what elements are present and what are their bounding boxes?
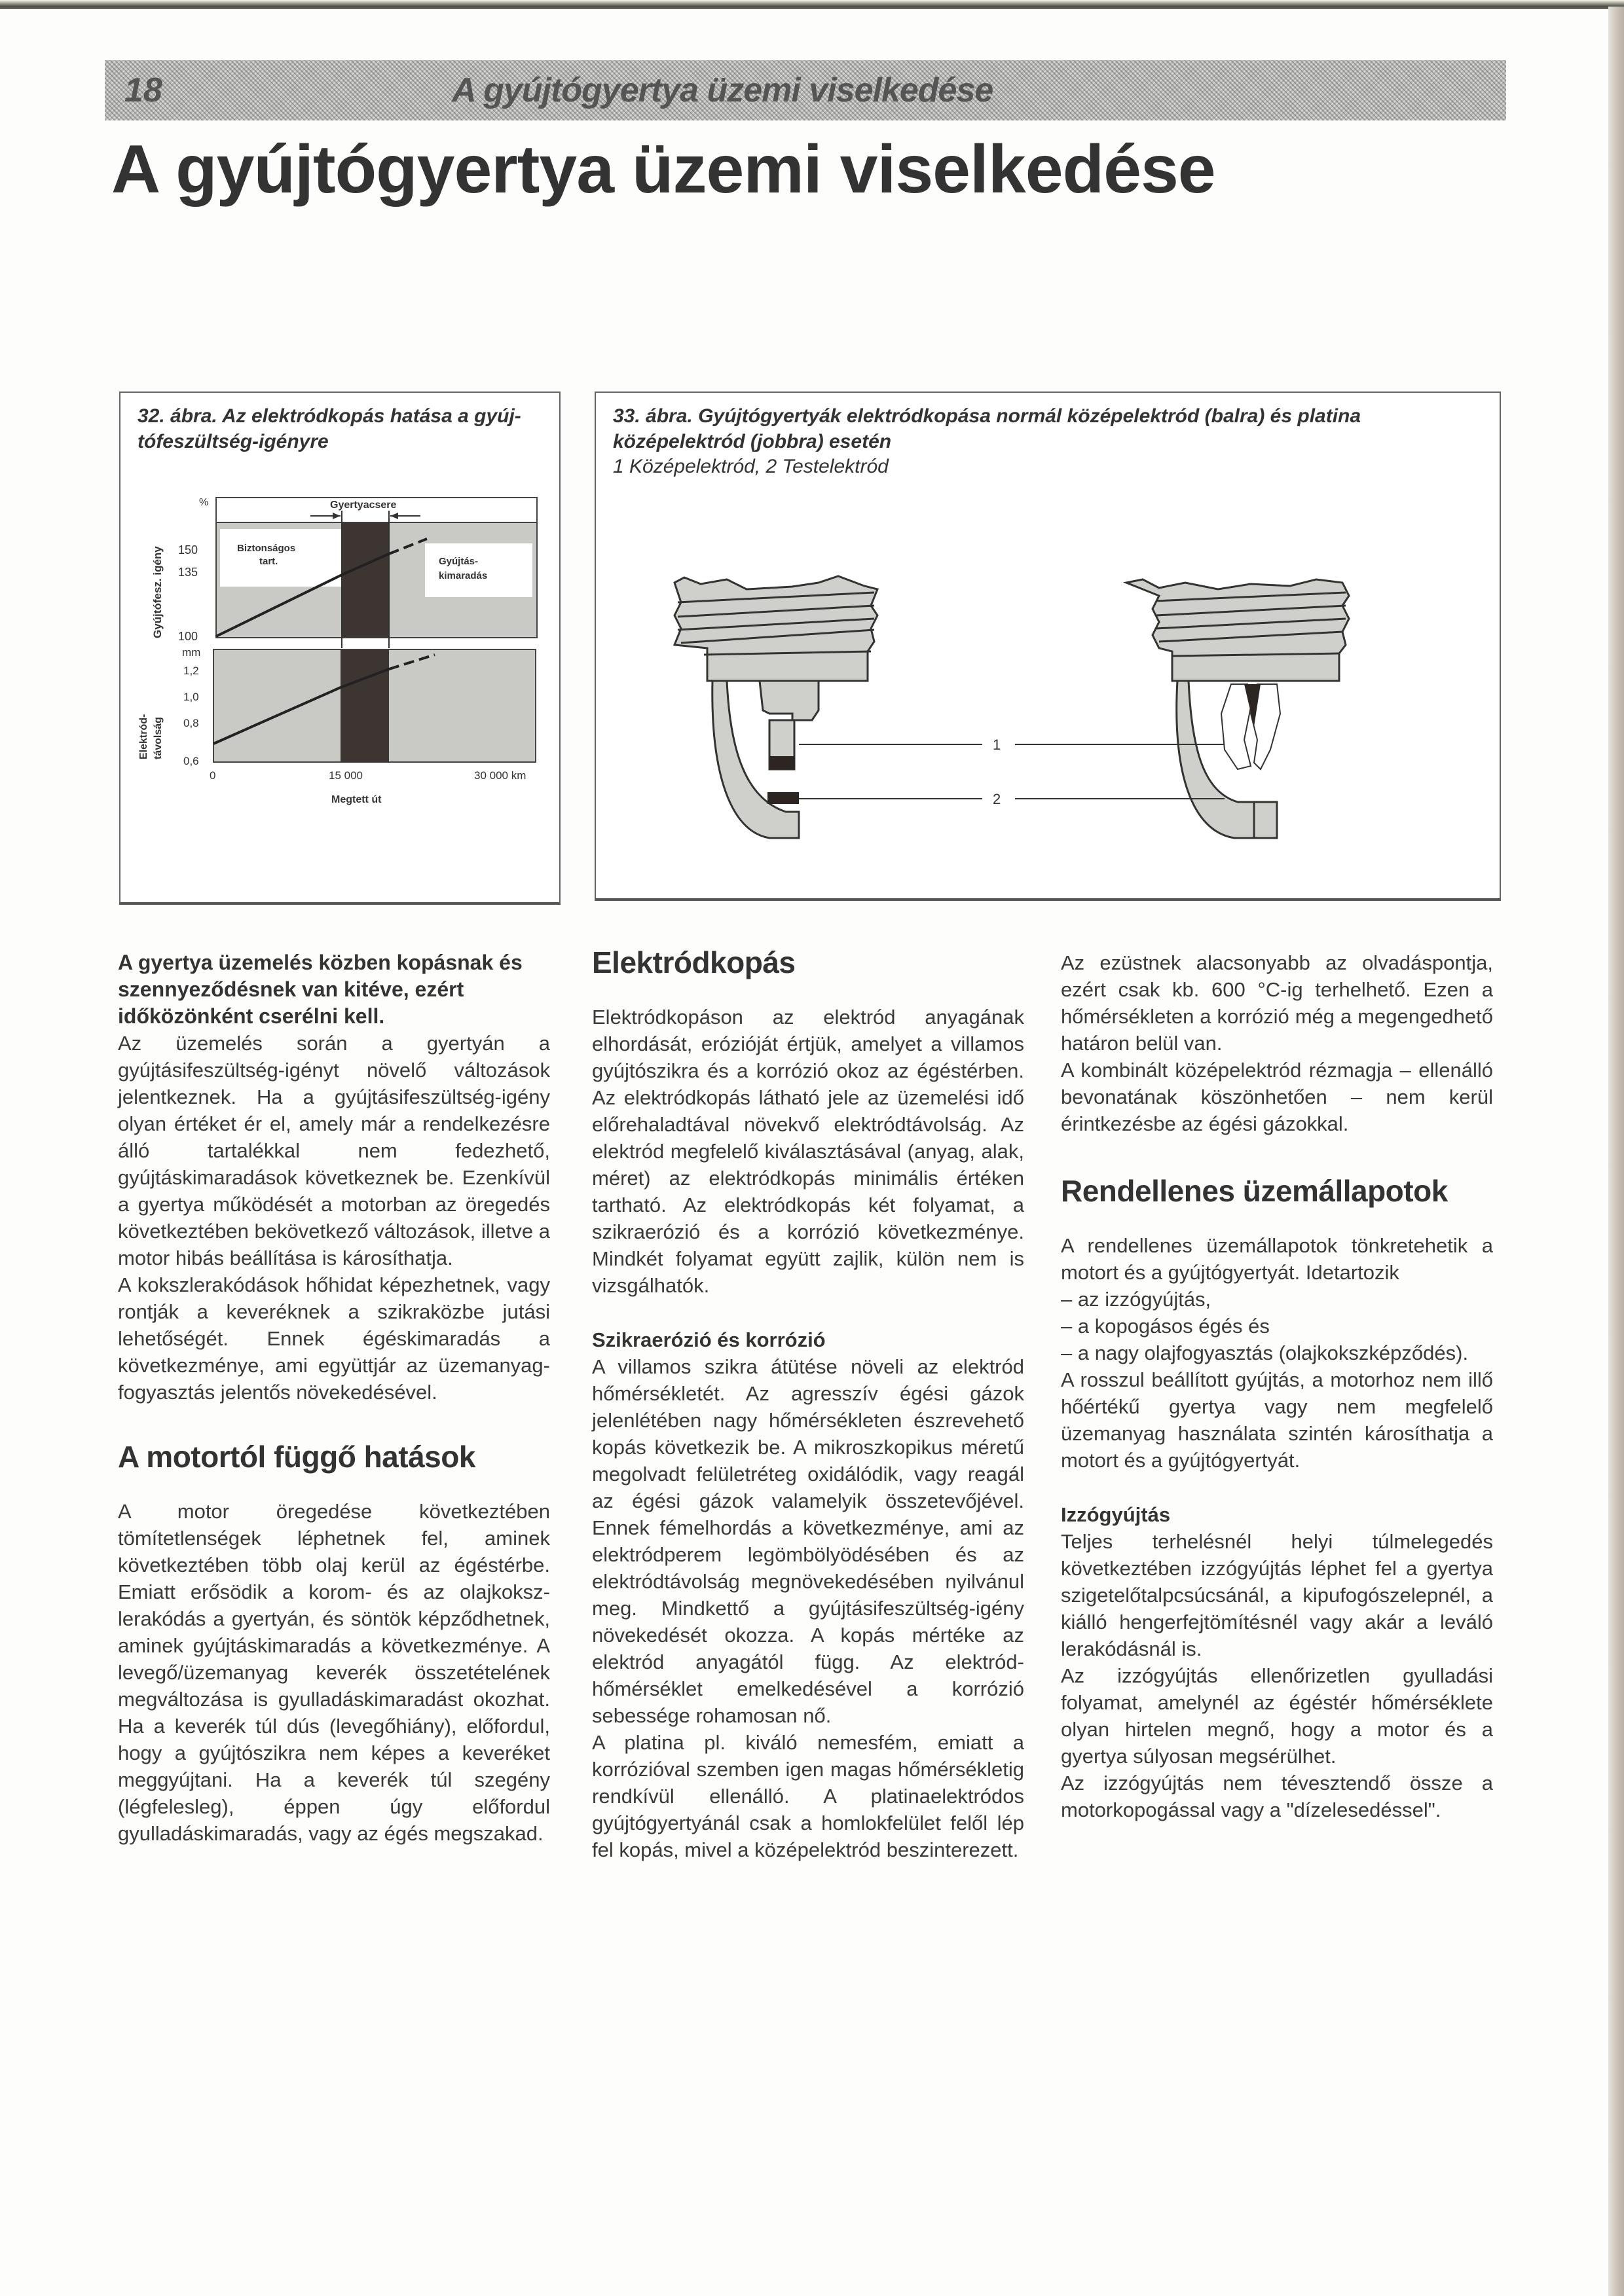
tick-1-0: 1,0 bbox=[183, 691, 199, 703]
tick-0-6: 0,6 bbox=[183, 755, 199, 767]
paragraph: Az izzógyújtás ellenőrizetlen gyulladási folyamat, amelynél az égéstér hőmérséklete olyan hirtelen megnő, hogy a motor és a gyertya súlyosan megsérülhet. bbox=[1061, 1664, 1493, 1768]
section-heading-electrode-wear: Elektródkopás bbox=[592, 945, 796, 979]
running-header bbox=[105, 60, 1506, 120]
misfire-label-2: kimaradás bbox=[439, 570, 488, 581]
figure-33-caption: 33. ábra. Gyújtógyertyák elektródkopása normál középelektród (balra) és platina középelektród (jobbra) esetén bbox=[613, 405, 1361, 452]
section-heading-abnormal-conditions: Rendellenes üzemállapotok bbox=[1061, 1174, 1448, 1208]
xtick-15000: 15 000 bbox=[329, 769, 363, 782]
page-title: A gyújtógyertya üzemi viselkedése bbox=[111, 132, 1215, 208]
list-item: – a kopogásos égés és bbox=[1061, 1315, 1270, 1338]
safe-reserve-label-2: tart. bbox=[259, 556, 278, 567]
paragraph: Az ezüstnek alacsonyabb az olvadáspontja, ezért csak kb. 600 °C-ig terhelhető. Ezen a hőmérsékleten a korrózió még a megengedhető határon belül van. bbox=[1061, 951, 1493, 1055]
top-unit: % bbox=[199, 497, 209, 508]
spark-plug-diagram bbox=[596, 524, 1500, 890]
safe-reserve-label-1: Biztonságos bbox=[237, 543, 296, 554]
paragraph: Az izzógyújtás nem tévesztendő össze a motorkopogással vagy a "dízelesedéssel". bbox=[1061, 1772, 1493, 1821]
top-ylabel: Gyújtófesz. igény bbox=[151, 546, 164, 638]
callout-1: 1 bbox=[993, 737, 1001, 753]
callout-2: 2 bbox=[993, 791, 1001, 807]
xtick-30000: 30 000 km bbox=[474, 769, 526, 782]
subheading-spark-erosion: Szikraerózió és korrózió bbox=[592, 1328, 826, 1351]
electrode-wear-chart bbox=[120, 452, 559, 910]
tick-150: 150 bbox=[178, 543, 198, 556]
paragraph: A villamos szikra átütése növeli az elektród hőmérsékletét. Az agresszív égési gázok jelenlétében nagy hőmérsékleten észrevehető kopás következik be. A mikroszkopikus méretű megolvadt felületréteg oxidálódik, vagy reagál az égési gázok valamelyik összetevőjével. Ennek fémelhordás a következménye, ami az elektródperem legömbölyödésében és az elektródtávolság megnövekedésében nyilvánul meg. Mindkettő a gyújtásifeszültség-igény növekedését okozza. A kopás mértéke az elektród anyagától függ. Az elektród-hőmérséklet emelkedésével a korrózió sebessége rohamosan nő. bbox=[592, 1355, 1024, 1727]
page-number: 18 bbox=[124, 71, 162, 109]
section-heading-engine-effects: A motortól függő hatások bbox=[118, 1440, 475, 1474]
column-left bbox=[118, 949, 550, 1847]
figure-32-caption: 32. ábra. Az elektródkopás hatása a gyúj-tófeszültség-igényre bbox=[138, 405, 521, 452]
abnormal-conditions-list bbox=[1061, 1286, 1493, 1366]
paragraph: Elektródkopáson az elektród anyagának elhordását, erózióját értjük, amelyet a villamos gyújtószikra és a korrózió okoz az égéstérben. Az elektródkopás látható jele az üzemelési idő előrehaladtával növekvő elektródtávolság. Az elektród megfelelő kiválasztásával (anyag, alak, méret) az elektródkopás minimális értéken tartható. Az elektródkopás két folyamat, a szikraerózió és a korrózió következménye. Mindkét folyamat együtt zajlik, külön nem is vizsgálhatók. bbox=[592, 1006, 1024, 1297]
subheading-pre-ignition: Izzógyújtás bbox=[1061, 1503, 1171, 1526]
scan-top-edge bbox=[0, 0, 1624, 9]
xlabel: Megtett út bbox=[331, 794, 382, 805]
paragraph: A kombinált középelektród rézmagja – ellenálló bevonatának köszönhetően – nem kerül érintkezésbe az égési gázokkal. bbox=[1061, 1059, 1493, 1135]
paragraph: A motor öregedése következtében tömítetlenségek léphetnek fel, aminek következtében több olaj kerül az égéstérbe. Emiatt erősödik a korom- és az olajkoksz-lerakódás a gyertyán, és söntök képződhetnek, aminek gyújtáskimaradás a következménye. A levegő/üzemanyag keverék összetételének megváltozása is gyulladáskimaradást okozhat. Ha a keverék túl dús (levegőhiány), előfordul, hogy a gyújtószikra nem képes a keveréket meggyújtani. Ha a keverék túl szegény (légfelesleg), éppen úgy előfordul gyulladáskimaradás, vagy az égés megszakad. bbox=[118, 1500, 550, 1845]
paragraph: Teljes terhelésnél helyi túlmelegedés következtében izzógyújtás léphet fel a gyertya szigetelőtalpcsúcsánál, a kipufogószelepnél, a kiálló hengerfejtömítésnél vagy akár a leváló lerakódásnál is. bbox=[1061, 1530, 1493, 1660]
list-item: – az izzógyújtás, bbox=[1061, 1288, 1211, 1311]
paragraph: A kokszlerakódások hőhidat képezhetnek, vagy rontják a keveréknek a szikraközbe jutási lehetőségét. Ennek égéskimaradás a következménye, ami együttjár az üzemanyag-fogyasztás jelentős növekedésével. bbox=[118, 1273, 550, 1404]
running-title: A gyújtógyertya üzemi viselkedése bbox=[452, 71, 993, 109]
tick-0-8: 0,8 bbox=[183, 717, 199, 729]
paragraph: Az üzemelés során a gyertyán a gyújtásifeszültség-igényt növelő változások jelentkeznek. Ha a gyújtásifeszültség-igény olyan értéket ér el, amely már a rendelkezésre álló tartalékkal nem fedezhető, gyújtáskimaradások következnek be. Ezenkívül a gyertya működését a motorban az öregedés következtében bekövetkező változások, illetve a motor hibás beállítása is károsíthatja. bbox=[118, 1032, 550, 1269]
lead-paragraph: A gyertya üzemelés közben kopásnak és szennyeződésnek van kitéve, ezért időközönként cserélni kell. bbox=[118, 951, 523, 1028]
scan-right-edge bbox=[1608, 7, 1624, 2296]
paragraph: A platina pl. kiváló nemesfém, emiatt a korrózióval szemben igen magas hőmérsékletig rendkívül ellenálló. A platinaelektródos gyújtógyertyánál csak a homlokfelület felől lép fel kopás, mivel a középelektród beszinterezett. bbox=[592, 1731, 1024, 1861]
bottom-unit: mm bbox=[182, 646, 201, 659]
column-middle bbox=[592, 945, 1024, 1863]
tick-1-2: 1,2 bbox=[183, 665, 199, 677]
bottom-ylabel-1: Elektród- bbox=[138, 714, 149, 759]
column-right bbox=[1061, 949, 1493, 1823]
figure-32 bbox=[119, 392, 561, 905]
bottom-ylabel-2: távolság bbox=[153, 717, 164, 759]
misfire-label-1: Gyújtás- bbox=[439, 556, 479, 567]
figure-33 bbox=[595, 392, 1501, 901]
replace-label: Gyertyacsere bbox=[330, 500, 397, 511]
tick-100: 100 bbox=[178, 630, 198, 643]
xtick-0: 0 bbox=[210, 769, 216, 782]
figure-33-legend: 1 Középelektród, 2 Testelektród bbox=[613, 456, 889, 477]
list-item: – a nagy olajfogyasztás (olajkokszképződés). bbox=[1061, 1341, 1469, 1364]
paragraph: A rosszul beállított gyújtás, a motorhoz nem illő hőértékű gyertya vagy nem megfelelő üzemanyag használata szintén károsíthatja a motort és a gyújtógyertyát. bbox=[1061, 1368, 1493, 1472]
paragraph: A rendellenes üzemállapotok tönkretehetik a motort és a gyújtógyertyát. Idetartozik bbox=[1061, 1234, 1493, 1284]
tick-135: 135 bbox=[178, 566, 198, 579]
